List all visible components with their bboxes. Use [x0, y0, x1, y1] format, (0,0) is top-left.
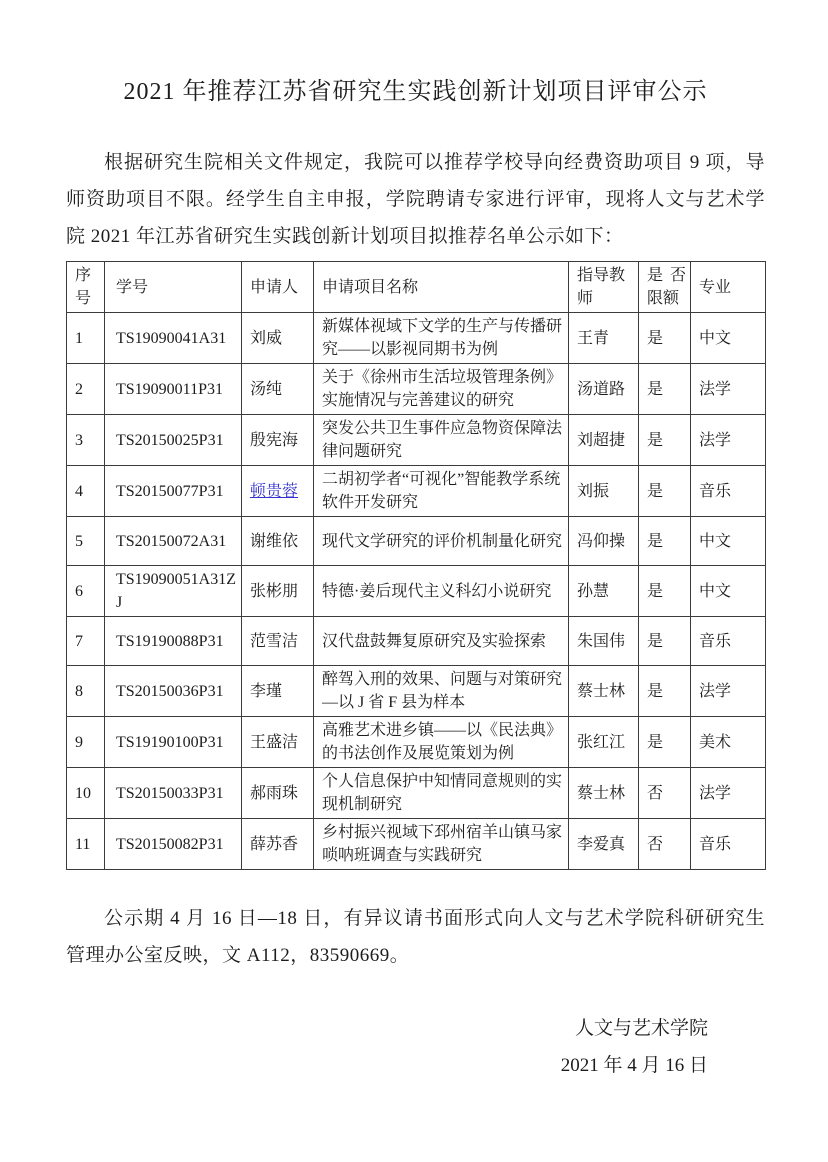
cell-quota: 是	[639, 517, 691, 566]
cell-major: 中文	[691, 566, 766, 617]
cell-major: 美术	[691, 717, 766, 768]
column-header-major: 专业	[691, 262, 766, 313]
table-row	[67, 768, 766, 819]
table-row	[67, 313, 766, 364]
cell-project: 新媒体视域下文学的生产与传播研究——以影视同期书为例	[314, 313, 569, 364]
cell-student-id: TS20150072A31	[105, 517, 242, 566]
cell-advisor: 张红江	[569, 717, 639, 768]
table-row	[67, 566, 766, 617]
page-title: 2021 年推荐江苏省研究生实践创新计划项目评审公示	[123, 79, 708, 105]
cell-advisor: 汤道路	[569, 364, 639, 415]
cell-applicant	[242, 415, 314, 466]
cell-major: 法学	[691, 364, 766, 415]
cell-no: 3	[67, 415, 105, 466]
cell-major: 法学	[691, 666, 766, 717]
cell-student-id: TS19090051A31ZJ	[105, 566, 242, 617]
applicant-name: 王盛洁	[250, 733, 299, 751]
cell-major: 音乐	[691, 819, 766, 870]
cell-no: 11	[67, 819, 105, 870]
cell-major: 法学	[691, 415, 766, 466]
cell-quota: 否	[639, 768, 691, 819]
cell-quota: 是	[639, 617, 691, 666]
cell-project: 个人信息保护中知情同意规则的实现机制研究	[314, 768, 569, 819]
applicant-name: 郝雨珠	[250, 784, 299, 802]
cell-applicant	[242, 768, 314, 819]
table-row	[67, 466, 766, 517]
cell-advisor: 李爱真	[569, 819, 639, 870]
cell-student-id: TS20150082P31	[105, 819, 242, 870]
signature-date: 2021 年 4 月 16 日	[560, 1055, 708, 1076]
cell-applicant	[242, 364, 314, 415]
cell-advisor: 刘超捷	[569, 415, 639, 466]
cell-project: 汉代盘鼓舞复原研究及实验探索	[314, 617, 569, 666]
cell-applicant	[242, 566, 314, 617]
cell-major: 音乐	[691, 617, 766, 666]
cell-no: 7	[67, 617, 105, 666]
projects-table	[66, 261, 766, 870]
applicant-name: 谢维依	[250, 532, 299, 550]
table-row	[67, 415, 766, 466]
cell-student-id: TS19090011P31	[105, 364, 242, 415]
column-header-advisor: 指导教师	[569, 262, 639, 313]
cell-student-id: TS20150077P31	[105, 466, 242, 517]
cell-advisor: 王青	[569, 313, 639, 364]
applicant-name: 张彬朋	[250, 582, 299, 600]
cell-quota: 是	[639, 313, 691, 364]
cell-applicant	[242, 717, 314, 768]
cell-no: 10	[67, 768, 105, 819]
header-row	[67, 262, 766, 313]
applicant-name: 殷宪海	[250, 431, 299, 449]
table-row	[67, 717, 766, 768]
cell-student-id: TS20150025P31	[105, 415, 242, 466]
cell-advisor: 冯仰操	[569, 517, 639, 566]
cell-advisor: 刘振	[569, 466, 639, 517]
cell-applicant	[242, 466, 314, 517]
cell-no: 2	[67, 364, 105, 415]
cell-major: 中文	[691, 313, 766, 364]
cell-no: 9	[67, 717, 105, 768]
table-row	[67, 517, 766, 566]
table-row	[67, 364, 766, 415]
cell-major: 法学	[691, 768, 766, 819]
table-body	[67, 313, 766, 870]
cell-quota: 是	[639, 466, 691, 517]
column-header-quota: 是否限额	[639, 262, 691, 313]
column-header-student-id: 学号	[105, 262, 242, 313]
applicant-name: 汤纯	[250, 380, 283, 398]
intro-paragraph: 根据研究生院相关文件规定，我院可以推荐学校导向经费资助项目 9 项，导师资助项目不限。经学生自主申报，学院聘请专家进行评审，现将人文与艺术学院 2021 年江苏省研究生实践创新计划项目拟推荐名单公示如下：	[66, 152, 765, 247]
cell-student-id: TS20150033P31	[105, 768, 242, 819]
column-header-project: 申请项目名称	[314, 262, 569, 313]
cell-project: 特德·姜后现代主义科幻小说研究	[314, 566, 569, 617]
cell-quota: 是	[639, 364, 691, 415]
applicant-name: 范雪洁	[250, 632, 299, 650]
cell-advisor: 孙慧	[569, 566, 639, 617]
table-row	[67, 819, 766, 870]
cell-major: 音乐	[691, 466, 766, 517]
table-row	[67, 617, 766, 666]
cell-quota: 是	[639, 566, 691, 617]
cell-project: 现代文学研究的评价机制量化研究	[314, 517, 569, 566]
applicant-name: 李瑾	[250, 682, 283, 700]
cell-no: 4	[67, 466, 105, 517]
cell-student-id: TS19090041A31	[105, 313, 242, 364]
cell-no: 8	[67, 666, 105, 717]
cell-project: 乡村振兴视域下邳州宿羊山镇马家唢呐班调查与实践研究	[314, 819, 569, 870]
cell-project: 高雅艺术进乡镇——以《民法典》的书法创作及展览策划为例	[314, 717, 569, 768]
cell-project: 关于《徐州市生活垃圾管理条例》实施情况与完善建议的研究	[314, 364, 569, 415]
cell-quota: 是	[639, 666, 691, 717]
cell-advisor: 朱国伟	[569, 617, 639, 666]
applicant-name[interactable]: 顿贵蓉	[250, 482, 299, 500]
cell-project: 二胡初学者“可视化”智能教学系统软件开发研究	[314, 466, 569, 517]
cell-quota: 是	[639, 415, 691, 466]
cell-student-id: TS19190088P31	[105, 617, 242, 666]
cell-project: 醉驾入刑的效果、问题与对策研究—以 J 省 F 县为样本	[314, 666, 569, 717]
cell-applicant	[242, 617, 314, 666]
cell-advisor: 蔡士林	[569, 666, 639, 717]
cell-applicant	[242, 313, 314, 364]
cell-quota: 是	[639, 717, 691, 768]
cell-advisor: 蔡士林	[569, 768, 639, 819]
closing-paragraph: 公示期 4 月 16 日—18 日，有异议请书面形式向人文与艺术学院科研研究生管理办公室反映，文 A112，83590669。	[66, 908, 765, 966]
column-header-no: 序号	[67, 262, 105, 313]
cell-applicant	[242, 517, 314, 566]
cell-applicant	[242, 819, 314, 870]
table-row	[67, 666, 766, 717]
signature-block	[66, 1010, 765, 1084]
cell-applicant	[242, 666, 314, 717]
cell-major: 中文	[691, 517, 766, 566]
cell-no: 6	[67, 566, 105, 617]
table-header	[67, 262, 766, 313]
cell-student-id: TS20150036P31	[105, 666, 242, 717]
applicant-name: 刘威	[250, 329, 283, 347]
column-header-applicant: 申请人	[242, 262, 314, 313]
cell-no: 5	[67, 517, 105, 566]
cell-quota: 否	[639, 819, 691, 870]
applicant-name: 薛苏香	[250, 835, 299, 853]
cell-no: 1	[67, 313, 105, 364]
cell-student-id: TS19190100P31	[105, 717, 242, 768]
signature-name: 人文与艺术学院	[574, 1018, 708, 1039]
cell-project: 突发公共卫生事件应急物资保障法律问题研究	[314, 415, 569, 466]
